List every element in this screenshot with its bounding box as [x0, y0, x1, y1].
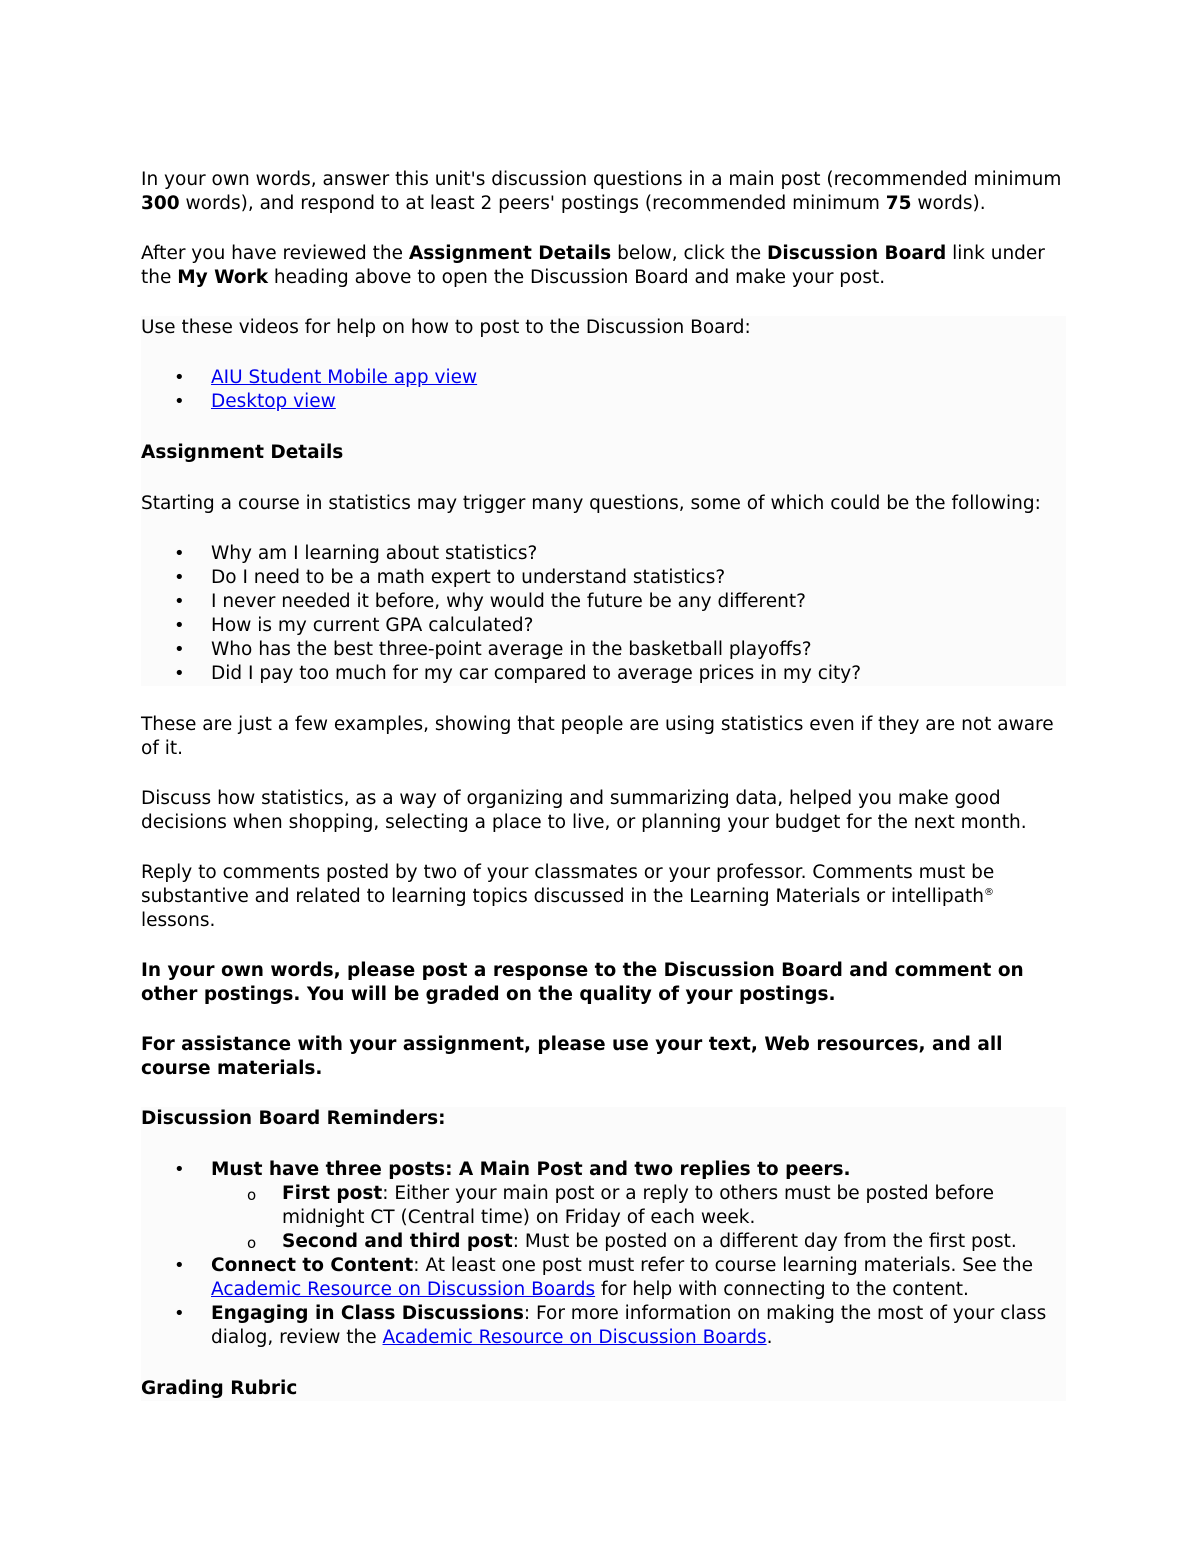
post-rules-sublist	[211, 1182, 1066, 1254]
list-item: • Connect to Content: At least one post must refer to course learning materials. See the Academic Resource on Discussion Boards for help with connecting to the content.	[141, 1254, 1066, 1302]
academic-resource-link-2[interactable]: Academic Resource on Discussion Boards	[382, 1327, 767, 1348]
bold-instruction-1: In your own words, please post a response to the Discussion Board and comment on other postings. You will be graded on the quality of your postings.	[141, 960, 1024, 1005]
academic-resource-link[interactable]: Academic Resource on Discussion Boards	[211, 1279, 596, 1300]
bold-instruction-2: For assistance with your assignment, please use your text, Web resources, and all course materials.	[141, 1034, 1003, 1079]
examples-paragraph: These are just a few examples, showing that people are using statistics even if they are not aware of it.	[141, 714, 1054, 759]
list-item: • Did I pay too much for my car compared to average prices in my city?	[141, 662, 1066, 686]
assignment-details-heading: Assignment Details	[141, 442, 344, 463]
list-item	[141, 390, 1066, 414]
videos-section	[141, 316, 1066, 686]
reply-paragraph: Reply to comments posted by two of your classmates or your professor. Comments must be substantive and related to learning topics discussed in the Learning Materials or intellipath® lessons.	[141, 862, 995, 931]
reminders-section	[141, 1107, 1066, 1401]
list-item: o First post: Either your main post or a reply to others must be posted before midnight CT (Central time) on Friday of each week.	[211, 1182, 1066, 1230]
desktop-view-link[interactable]: Desktop view	[211, 391, 336, 412]
discuss-paragraph: Discuss how statistics, as a way of organizing and summarizing data, helped you make good decisions when shopping, selecting a place to live, or planning your budget for the next month.	[141, 788, 1027, 833]
list-item	[141, 366, 1066, 390]
list-item: • How is my current GPA calculated?	[141, 614, 1066, 638]
assignment-lead: Starting a course in statistics may trigger many questions, some of which could be the following:	[141, 493, 1041, 514]
videos-intro: Use these videos for help on how to post to the Discussion Board:	[141, 317, 751, 338]
list-item: • Must have three posts: A Main Post and two replies to peers. o First post: Either your main post or a reply to others must be posted before midnight CT (Central time) on Friday of each week. o Second and third post: Must be posted on a different day from the first post.	[141, 1158, 1066, 1254]
questions-list	[141, 542, 1066, 686]
list-item: • Do I need to be a math expert to understand statistics?	[141, 566, 1066, 590]
list-item: • I never needed it before, why would the future be any different?	[141, 590, 1066, 614]
intro-paragraph-1: In your own words, answer this unit's discussion questions in a main post (recommended minimum 300 words), and respond to at least 2 peers' postings (recommended minimum 75 words).	[141, 169, 1062, 214]
list-item: o Second and third post: Must be posted on a different day from the first post.	[211, 1230, 1066, 1254]
reminders-list	[141, 1158, 1066, 1350]
list-item: • Who has the best three-point average in the basketball playoffs?	[141, 638, 1066, 662]
grading-rubric-heading: Grading Rubric	[141, 1378, 298, 1399]
reminders-heading: Discussion Board Reminders:	[141, 1108, 446, 1129]
list-item: • Engaging in Class Discussions: For more information on making the most of your class dialog, review the Academic Resource on Discussion Boards.	[141, 1302, 1066, 1350]
list-item: • Why am I learning about statistics?	[141, 542, 1066, 566]
video-links-list	[141, 366, 1066, 414]
intro-paragraph-2: After you have reviewed the Assignment Details below, click the Discussion Board link under the My Work heading above to open the Discussion Board and make your post.	[141, 243, 1045, 288]
mobile-app-view-link[interactable]: AIU Student Mobile app view	[211, 367, 478, 388]
document-page	[141, 168, 1066, 1428]
